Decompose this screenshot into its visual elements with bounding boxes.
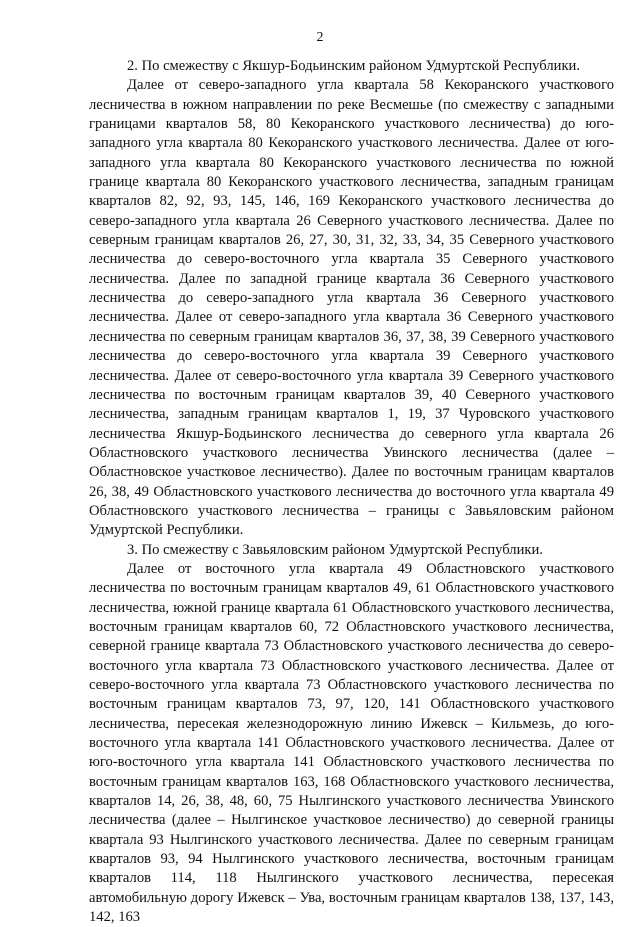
section-2-paragraph: Далее от северо-западного угла квартала 58 Кекоранского участкового лесничества в южном направлении по реке Весмешье (по смежеству с западными границами кварталов 58, 80 Кекоранского участкового лесничества) до юго-западного угла квартала 80 Кекоранского участкового лесничества. Далее от юго-западного угла квартала 80 Кекоранского участкового лесничества по южной границе квартала 80 Кекоранского участкового лесничества, западным границам кварталов 82, 92, 93, 145, 146, 169 Кекоранского участкового лесничества до северо-западного угла квартала 26 Северного участкового лесничества. Далее по северным границам кварталов 26, 27, 30, 31, 32, 33, 34, 35 Северного участкового лесничества до северо-восточного угла квартала 35 Северного участкового лесничества. Далее по западной границе квартала 36 Северного участкового лесничества до северо-западного угла квартала 36 Северного участкового лесничества. Далее от северо-западного угла квартала 36 Северного участкового лесничества по северным границам кварталов 36, 37, 38, 39 Северного участкового лесничества до северо-восточного угла квартала 39 Северного участкового лесничества. Далее от северо-восточного угла квартала 39 Северного участкового лесничества по восточным границам кварталов 39, 40 Северного участкового лесничества, западным границам кварталов 1, 19, 37 Чуровского участкового лесничества Якшур-Бодьинского лесничества до северного угла квартала 26 Областновского участкового лесничества Увинского лесничества (далее – Областновское участковое лесничество). Далее по восточным границам кварталов 26, 38, 49 Областновского участкового лесничества до восточного угла квартала 49 Областновского участкового лесничества – границы с Завьяловским районом Удмуртской Республики.: [89, 77, 614, 539]
section-heading-3: 3. По смежеству с Завьяловским районом Удмуртской Республики.: [127, 541, 543, 558]
section-heading-2: 2. По смежеству с Якшур-Бодьинским районом Удмуртской Республики.: [127, 58, 580, 74]
page-number: 2: [316, 30, 324, 45]
section-3-paragraph: Далее от восточного угла квартала 49 Областновского участкового лесничества по восточным границам кварталов 49, 61 Областновского участкового лесничества, южной границе квартала 61 Областновского участкового лесничества, восточным границам кварталов 60, 72 Областновского участкового лесничества, северной границе квартала 73 Областновского участкового лесничества до северо-восточного угла квартала 73 Областновского участкового лесничества. Далее от северо-восточного угла квартала 73 Областновского участкового лесничества по восточным границам кварталов 73, 97, 120, 141 Областновского участкового лесничества, пересекая железнодорожную линию Ижевск – Кильмезь, до юго-восточного угла квартала 141 Областновского участкового лесничества. Далее от юго-восточного угла квартала 141 Областновского участкового лесничества по восточным границам кварталов 163, 168 Областновского участкового лесничества, кварталов 14, 26, 38, 48, 60, 75 Нылгинского участкового лесничества Увинского лесничества (далее – Нылгинское участковое лесничество) до северной границы квартала 93 Нылгинского участкового лесничества. Далее по северным границам кварталов 93, 94 Нылгинского участкового лесничества, восточным границам кварталов 114, 118 Нылгинского участкового лесничества, пересекая автомобильную дорогу Ижевск – Ува, восточным границам кварталов 138, 137, 143, 142, 163: [89, 560, 614, 926]
document-body: [89, 57, 614, 927]
